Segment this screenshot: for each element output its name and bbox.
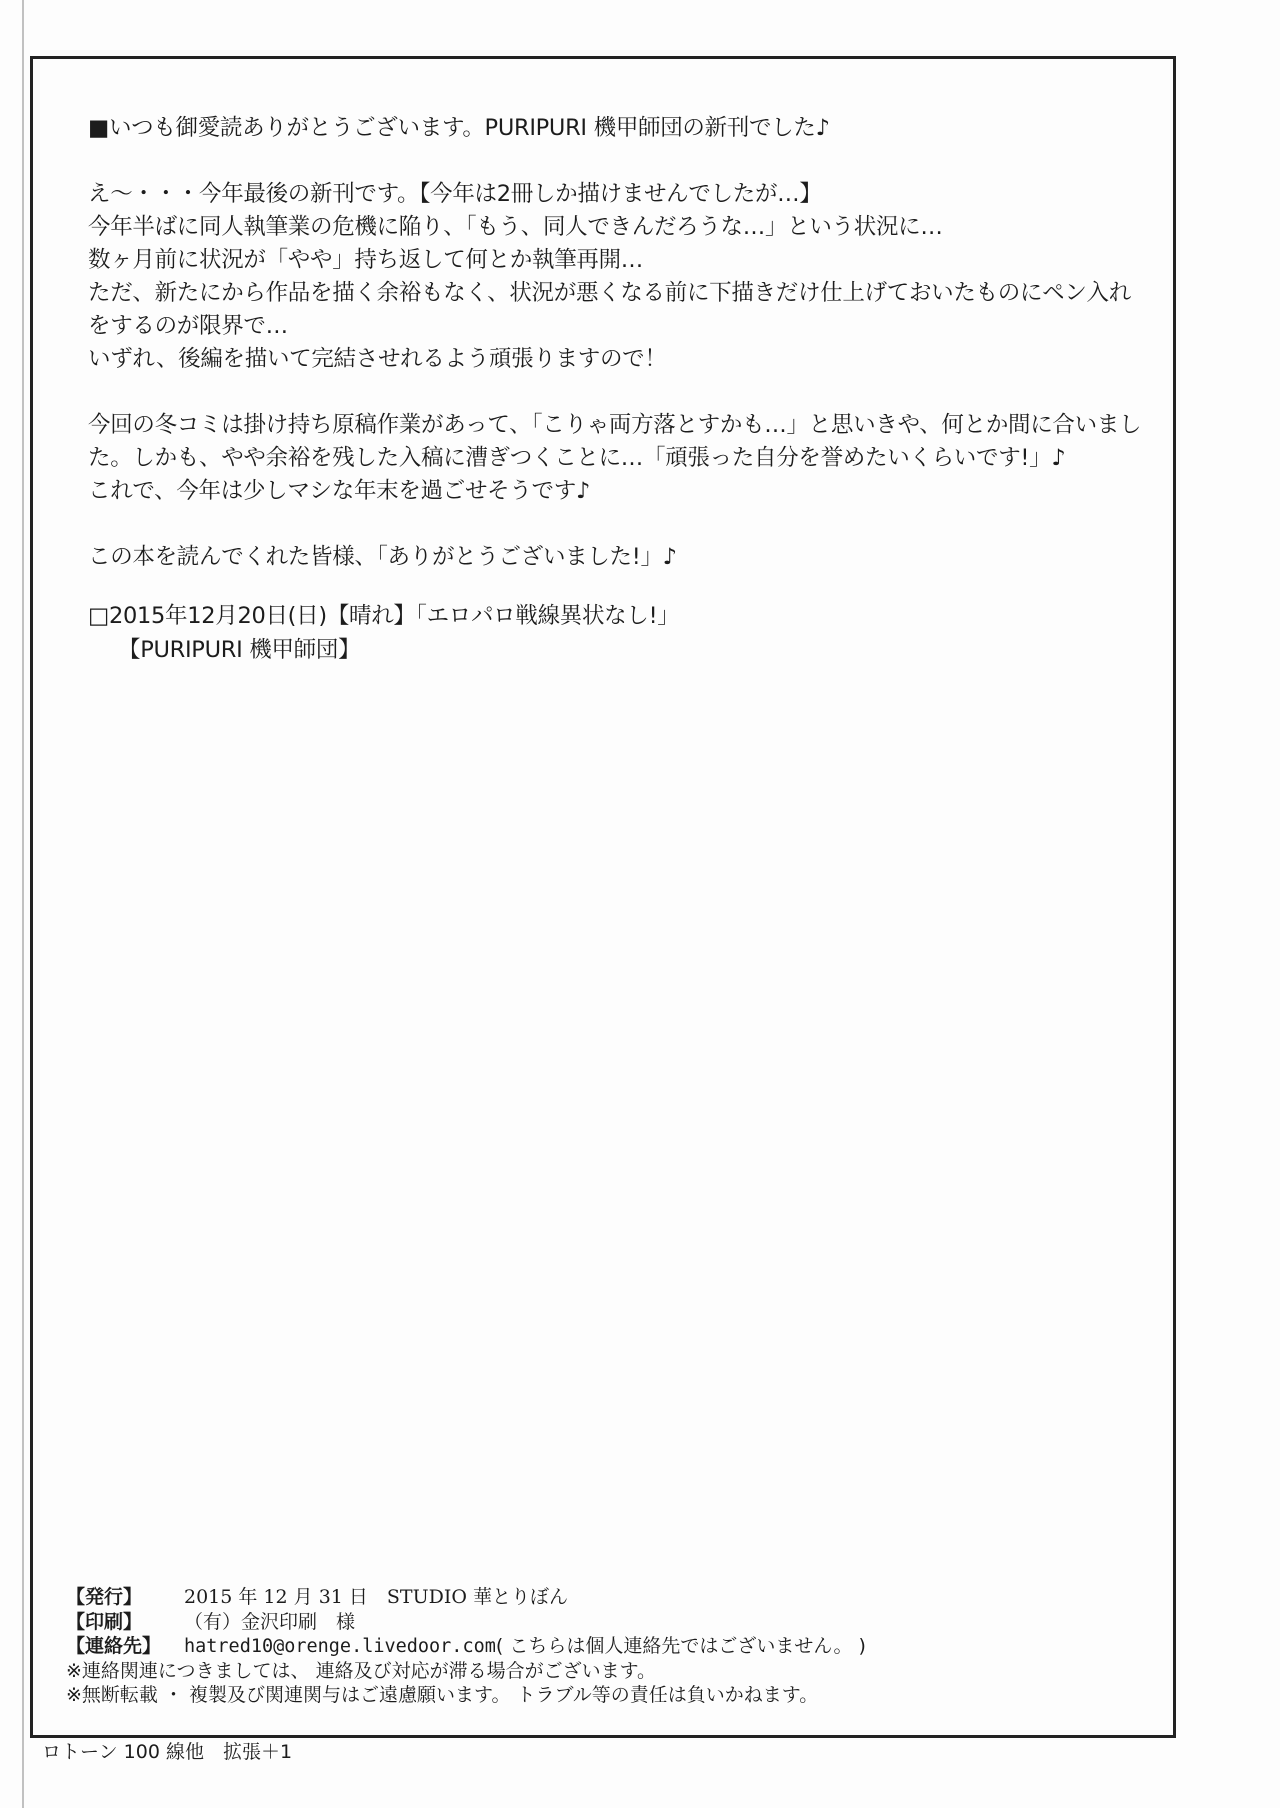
publisher-label: 【発行】 xyxy=(66,1586,143,1608)
printer-label: 【印刷】 xyxy=(66,1610,143,1633)
afterword-line: た。しかも、やや余裕を残した入稿に漕ぎつくことに…「頑張った自分を誉めたいくらいです!」♪ xyxy=(88,445,1066,471)
colophon-printer xyxy=(66,1610,1156,1635)
page-edge-shadow xyxy=(22,0,24,1808)
contact-label: 【連絡先】 xyxy=(66,1635,162,1657)
colophon-notice: ※無断転載 ・ 複製及び関連関与はご遠慮願います。 トラブル等の責任は負いかねます。 xyxy=(66,1684,819,1706)
afterword-line: 今回の冬コミは掛け持ち原稿作業があって、「こりゃ両方落とすかも…」と思いきや、何とか間に合いまし xyxy=(88,412,1142,438)
colophon-notice: ※連絡関連につきましては、 連絡及び対応が滞る場合がございます。 xyxy=(66,1659,657,1682)
afterword-line: ただ、新たにから作品を描く余裕もなく、状況が悪くなる前に下描きだけ仕上げておいたものにペン入れ xyxy=(88,280,1131,306)
afterword-line: え～・・・今年最後の新刊です。【今年は2冊しか描けませんでしたが…】 xyxy=(88,181,822,207)
signature-date: □2015年12月20日(日)【晴れ】「エロパロ戦線異状なし!」 xyxy=(88,603,680,629)
colophon-contact xyxy=(66,1634,1156,1659)
printer-value: （有）金沢印刷 様 xyxy=(184,1610,356,1633)
publisher-value: 2015 年 12 月 31 日 STUDIO 華とりぼん xyxy=(184,1586,568,1608)
signature-circle: 【PURIPURI 機甲師団】 xyxy=(118,637,361,663)
afterword-line: ■いつも御愛読ありがとうございます。PURIPURI 機甲師団の新刊でした♪ xyxy=(88,115,830,141)
afterword-line: 数ヶ月前に状況が「やや」持ち返して何とか執筆再開… xyxy=(88,247,644,273)
afterword-line: この本を読んでくれた皆様、「ありがとうございました!」♪ xyxy=(88,544,677,570)
afterword-line: をするのが限界で… xyxy=(88,313,288,339)
afterword-line: いずれ、後編を描いて完結させれるよう頑張りますので！ xyxy=(88,346,667,372)
colophon-publisher xyxy=(66,1585,1156,1610)
contact-note: ( こちらは個人連絡先ではございません。 ) xyxy=(495,1635,866,1657)
afterword-line: これで、今年は少しマシな年末を過ごせそうです♪ xyxy=(88,478,591,504)
afterword-line: 今年半ばに同人執筆業の危機に陥り、「もう、同人できんだろうな…」という状況に… xyxy=(88,214,943,240)
contact-email: hatred10@orenge.livedoor.com xyxy=(184,1636,496,1657)
tone-note: ロトーン 100 線他 拡張＋1 xyxy=(42,1741,293,1763)
afterword-text xyxy=(88,112,1148,667)
colophon xyxy=(66,1585,1156,1708)
